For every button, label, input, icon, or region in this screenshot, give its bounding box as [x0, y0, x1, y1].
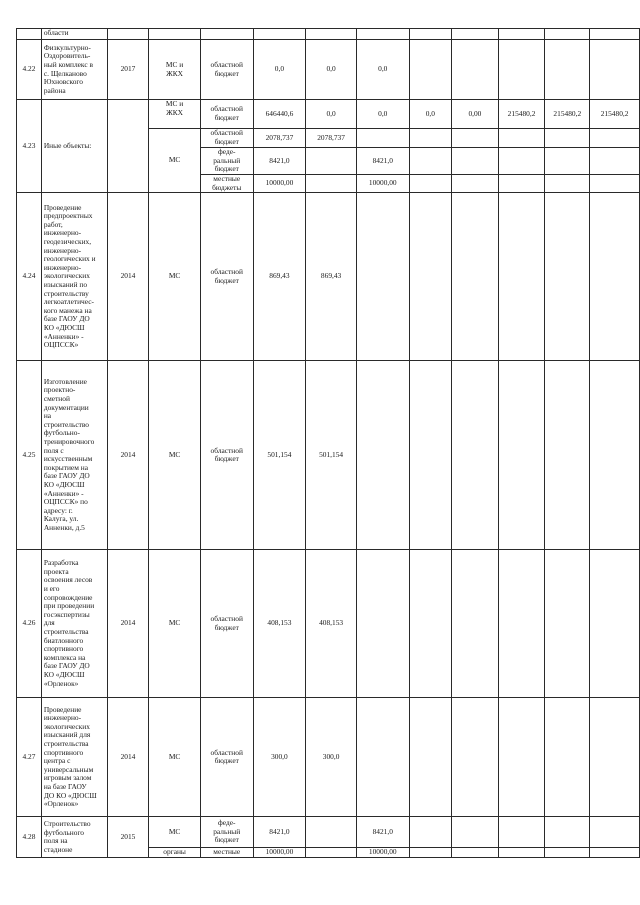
year-cell: 2015: [107, 817, 149, 858]
total-cell: 8421,0: [253, 817, 306, 848]
funding-source-cell: феде- ральный бюджет: [200, 817, 253, 848]
funding-source-cell: областной бюджет: [200, 698, 253, 817]
year-2014-cell: 0,0: [306, 100, 357, 129]
year-2015-cell: 8421,0: [356, 817, 409, 848]
total-cell: 408,153: [253, 550, 306, 698]
object-name-cell: Строительство футбольного поля на стадионе: [41, 817, 107, 858]
year-2015-cell: 0,0: [356, 100, 409, 129]
object-name-cell: Иные объекты:: [41, 100, 107, 193]
total-cell: 8421,0: [253, 148, 306, 175]
funding-source-cell: областной бюджет: [200, 193, 253, 361]
table-row: [17, 40, 640, 100]
year-2014-cell: 300,0: [306, 698, 357, 817]
row-number-cell: 4.26: [17, 550, 42, 698]
total-cell: 300,0: [253, 698, 306, 817]
row-number-cell: 4.23: [17, 100, 42, 193]
funding-source-cell: феде- ральный бюджет: [200, 148, 253, 175]
executor-cell: МС: [149, 129, 201, 193]
total-cell: 10000,00: [253, 175, 306, 193]
funding-source-cell: областной бюджет: [200, 129, 253, 148]
object-name-cell: Проведение предпроектных работ, инженерно- геодезических, инженерно- геологических и инженерно- экологических изысканий по строительству легкоатлетичес- кого манежа на базе ГАОУ ДО КО «ДЮСШ «Анненки» - ОЦПССК»: [41, 193, 107, 361]
year-cell: 2014: [107, 193, 149, 361]
year-2014-cell: 869,43: [306, 193, 357, 361]
year-2015-cell: 8421,0: [356, 148, 409, 175]
table-row: [17, 29, 640, 40]
executor-cell: МС: [149, 698, 201, 817]
total-cell: 10000,00: [253, 848, 306, 858]
year-2016-cell: 0,0: [409, 100, 452, 129]
year-cell: 2014: [107, 361, 149, 550]
table-row: [17, 100, 640, 129]
funding-source-cell: областной бюджет: [200, 361, 253, 550]
year-2015-cell: 10000,00: [356, 848, 409, 858]
table-row: [17, 817, 640, 848]
year-2020-cell: 215480,2: [590, 100, 640, 129]
table-row: [17, 550, 640, 698]
total-cell: 501,154: [253, 361, 306, 550]
table-row: [17, 698, 640, 817]
year-2014-cell: 2078,737: [306, 129, 357, 148]
object-name-cell: области: [41, 29, 107, 40]
funding-source-cell: местные бюджеты: [200, 175, 253, 193]
budget-table: [16, 28, 640, 858]
row-number-cell: 4.27: [17, 698, 42, 817]
funding-source-cell: областной бюджет: [200, 40, 253, 100]
year-cell: 2017: [107, 40, 149, 100]
executor-cell: МС: [149, 817, 201, 848]
object-name-cell: Разработка проекта освоения лесов и его сопровождение при проведении госэкспертизы для строительства биатлонного спортивного комплекса на базе ГАОУ ДО КО «ДЮСШ «Орленок»: [41, 550, 107, 698]
executor-cell: МС и ЖКХ: [149, 100, 201, 129]
year-2018-cell: 215480,2: [498, 100, 545, 129]
row-number-cell: 4.24: [17, 193, 42, 361]
year-cell: 2014: [107, 698, 149, 817]
year-cell: [107, 100, 149, 193]
total-cell: 2078,737: [253, 129, 306, 148]
row-number-cell: 4.28: [17, 817, 42, 858]
year-2014-cell: 0,0: [306, 40, 357, 100]
funding-source-cell: местные: [200, 848, 253, 858]
object-name-cell: Изготовление проектно- сметной документации на строительство футбольно- тренировочного поля с искусственным покрытием на базе ГАОУ ДО КО «ДЮСШ «Анненки» - ОЦПССК» по адресу: г. Калуга, ул. Анненки, д.5: [41, 361, 107, 550]
executor-cell: МС: [149, 193, 201, 361]
funding-source-cell: областной бюджет: [200, 550, 253, 698]
year-2015-cell: 0,0: [356, 40, 409, 100]
executor-cell: органы: [149, 848, 201, 858]
total-cell: 869,43: [253, 193, 306, 361]
year-2014-cell: 501,154: [306, 361, 357, 550]
year-2019-cell: 215480,2: [545, 100, 590, 129]
total-cell: 646440,6: [253, 100, 306, 129]
object-name-cell: Физкультурно- Оздоровитель- ный комплекс в с. Щелканово Юхновского района: [41, 40, 107, 100]
year-cell: 2014: [107, 550, 149, 698]
table-row: [17, 361, 640, 550]
executor-cell: МС: [149, 550, 201, 698]
year-2015-cell: 10000,00: [356, 175, 409, 193]
object-name-cell: Проведение инженерно- экологических изысканий для строительства спортивного центра с универсальным игровым залом на базе ГАОУ ДО КО «ДЮСШ «Орленок»: [41, 698, 107, 817]
row-number-cell: 4.22: [17, 40, 42, 100]
year-2014-cell: 408,153: [306, 550, 357, 698]
row-number-cell: [17, 29, 42, 40]
table-row: [17, 193, 640, 361]
executor-cell: МС: [149, 361, 201, 550]
row-number-cell: 4.25: [17, 361, 42, 550]
executor-cell: МС и ЖКХ: [149, 40, 201, 100]
total-cell: 0,0: [253, 40, 306, 100]
year-2017-cell: 0,00: [452, 100, 499, 129]
funding-source-cell: областной бюджет: [200, 100, 253, 129]
